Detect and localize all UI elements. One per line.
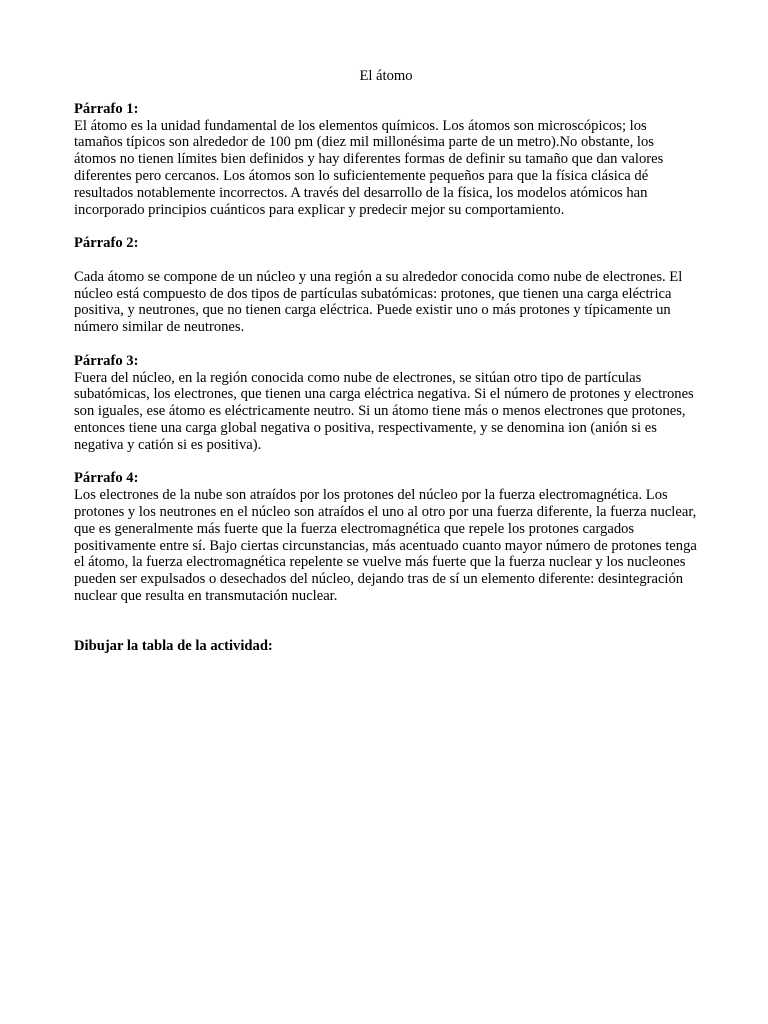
section-2 (74, 235, 698, 336)
section-4-heading: Párrafo 4: (74, 470, 139, 487)
activity-label: Dibujar la tabla de la actividad: (74, 638, 273, 655)
section-1-text: El átomo es la unidad fundamental de los elementos químicos. Los átomos son microscópicos; los tamaños típicos son alrededor de 100 pm (diez mil millonésima parte de un metro).No obstante, los átomos no tienen límites bien definidos y hay diferentes formas de definir su tamaño que dan valores diferentes pero cercanos. Los átomos son lo suficientemente pequeños para que la física clásica dé resultados notablemente incorrectos. A través del desarrollo de la física, los modelos atómicos han incorporado principios cuánticos para explicar y predecir mejor su comportamiento. (74, 117, 664, 218)
section-1-heading: Párrafo 1: (74, 100, 139, 117)
section-3-text: Fuera del núcleo, en la región conocida como nube de electrones, se sitúan otro tipo de partículas subatómicas, los electrones, que tienen una carga eléctrica negativa. Si el número de protones y electrones son iguales, ese átomo es eléctricamente neutro. Si un átomo tiene más o menos electrones que protones, entonces tiene una carga global negativa o positiva, respectivamente, y se denomina ion (anión si es negativa y catión si es positiva). (74, 369, 694, 453)
section-1 (74, 101, 698, 219)
document-title: El átomo (359, 68, 413, 84)
section-2-text: Cada átomo se compone de un núcleo y una región a su alrededor conocida como nube de electrones. El núcleo está compuesto de dos tipos de partículas subatómicas: protones, que tienen una carga eléctrica positiva, y neutrones, que no tienen carga eléctrica. Puede existir uno o más protones y típicamente un número similar de neutrones. (74, 268, 683, 336)
section-4-text: Los electrones de la nube son atraídos por los protones del núcleo por la fuerza electromagnética. Los protones y los neutrones en el núcleo son atraídos el uno al otro por una fuerza diferente, la fuerza nuclear, que es generalmente más fuerte que la fuerza electromagnética que repele los protones cargados positivamente entre sí. Bajo ciertas circunstancias, más acentuado cuanto mayor número de protones tenga el átomo, la fuerza electromagnética repelente se vuelve más fuerte que la fuerza nuclear y los nucleones pueden ser expulsados o desechados del núcleo, dejando tras de sí un elemento diferente: desintegración nuclear que resulta en transmutación nuclear. (74, 487, 697, 604)
blank-line (74, 252, 698, 269)
section-3-heading: Párrafo 3: (74, 352, 139, 369)
document-page (74, 68, 698, 655)
section-4 (74, 470, 698, 604)
section-3 (74, 353, 698, 454)
section-2-heading: Párrafo 2: (74, 235, 139, 252)
